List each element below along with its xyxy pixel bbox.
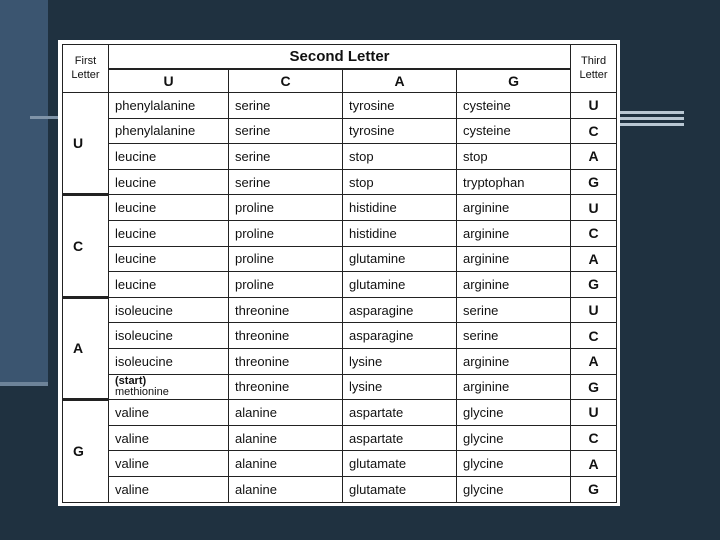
table-row <box>63 400 617 426</box>
table-row <box>63 451 617 477</box>
amino-acid-cell: glutamate <box>343 476 457 502</box>
amino-acid-cell: stop <box>343 169 457 195</box>
table-row <box>63 144 617 170</box>
third-base-cell: C <box>571 425 617 451</box>
amino-acid-cell: arginine <box>457 246 571 272</box>
amino-acid-cell: arginine <box>457 195 571 221</box>
amino-acid-cell: glycine <box>457 425 571 451</box>
amino-acid-cell: cysteine <box>457 118 571 144</box>
amino-acid-cell: tyrosine <box>343 118 457 144</box>
third-base-cell: A <box>571 144 617 170</box>
amino-acid-cell: lysine <box>343 348 457 374</box>
amino-acid-cell: histidine <box>343 220 457 246</box>
amino-acid-cell: leucine <box>109 195 229 221</box>
third-base-cell: C <box>571 220 617 246</box>
amino-acid-cell: asparagine <box>343 297 457 323</box>
left-accent-band <box>0 0 48 385</box>
second-letter-header: Second Letter <box>109 45 571 69</box>
table-row <box>63 195 617 221</box>
amino-acid-cell: histidine <box>343 195 457 221</box>
amino-acid-cell: asparagine <box>343 323 457 349</box>
second-base-header: G <box>457 69 571 93</box>
amino-acid-cell: isoleucine <box>109 348 229 374</box>
decorative-rule-right <box>612 117 684 120</box>
genetic-code-table <box>62 44 617 503</box>
amino-acid-cell: serine <box>457 297 571 323</box>
amino-acid-cell: glycine <box>457 451 571 477</box>
left-accent-rule <box>0 382 48 386</box>
table-row <box>63 323 617 349</box>
third-base-cell: A <box>571 348 617 374</box>
table-row <box>63 93 617 119</box>
amino-acid-cell: serine <box>229 118 343 144</box>
table-row <box>63 169 617 195</box>
amino-acid-cell: threonine <box>229 374 343 400</box>
amino-acid-cell <box>109 374 229 400</box>
amino-acid-cell: serine <box>457 323 571 349</box>
amino-acid-cell: tryptophan <box>457 169 571 195</box>
decorative-rule-right <box>612 111 684 114</box>
decorative-rule-right <box>612 123 684 126</box>
third-base-cell: A <box>571 246 617 272</box>
third-base-cell: U <box>571 297 617 323</box>
amino-acid-cell: alanine <box>229 476 343 502</box>
first-base-cell: G <box>63 400 109 502</box>
amino-acid-cell: proline <box>229 272 343 298</box>
table-row <box>63 118 617 144</box>
second-base-header: C <box>229 69 343 93</box>
amino-acid-cell: lysine <box>343 374 457 400</box>
amino-acid-cell: glycine <box>457 400 571 426</box>
amino-acid-cell: aspartate <box>343 400 457 426</box>
amino-acid-cell: serine <box>229 144 343 170</box>
amino-acid-cell: proline <box>229 220 343 246</box>
third-base-cell: A <box>571 451 617 477</box>
amino-acid-cell: leucine <box>109 246 229 272</box>
amino-acid-cell: arginine <box>457 374 571 400</box>
third-base-cell: G <box>571 272 617 298</box>
amino-acid-cell: proline <box>229 246 343 272</box>
amino-acid-cell: stop <box>457 144 571 170</box>
table-row <box>63 246 617 272</box>
amino-acid-cell: alanine <box>229 425 343 451</box>
amino-acid-cell: arginine <box>457 348 571 374</box>
amino-acid-cell: isoleucine <box>109 297 229 323</box>
third-base-cell: U <box>571 93 617 119</box>
amino-acid-cell: threonine <box>229 348 343 374</box>
third-letter-header: Third Letter <box>571 45 617 93</box>
amino-acid-cell: phenylalanine <box>109 93 229 119</box>
second-base-header: A <box>343 69 457 93</box>
amino-acid-cell: glutamine <box>343 272 457 298</box>
table-row <box>63 374 617 400</box>
third-base-cell: G <box>571 169 617 195</box>
amino-acid-cell: valine <box>109 425 229 451</box>
amino-acid-cell: serine <box>229 93 343 119</box>
first-letter-header: First Letter <box>63 45 109 93</box>
start-codon-label: (start) <box>115 374 147 387</box>
table-row <box>63 348 617 374</box>
third-base-cell: U <box>571 400 617 426</box>
third-base-cell: C <box>571 118 617 144</box>
amino-acid-name: methionine <box>115 385 169 398</box>
first-base-cell: A <box>63 297 109 399</box>
table-row <box>63 220 617 246</box>
amino-acid-cell: threonine <box>229 297 343 323</box>
amino-acid-cell: tyrosine <box>343 93 457 119</box>
first-base-cell: U <box>63 93 109 195</box>
amino-acid-cell: alanine <box>229 451 343 477</box>
amino-acid-cell: serine <box>229 169 343 195</box>
amino-acid-cell: phenylalanine <box>109 118 229 144</box>
third-base-cell: C <box>571 323 617 349</box>
amino-acid-cell: glutamine <box>343 246 457 272</box>
amino-acid-cell: cysteine <box>457 93 571 119</box>
table-row <box>63 272 617 298</box>
amino-acid-cell: arginine <box>457 272 571 298</box>
amino-acid-cell: leucine <box>109 220 229 246</box>
amino-acid-cell: arginine <box>457 220 571 246</box>
codon-table-sheet <box>58 40 620 506</box>
amino-acid-cell: valine <box>109 476 229 502</box>
table-row <box>63 425 617 451</box>
amino-acid-cell: leucine <box>109 169 229 195</box>
amino-acid-cell: alanine <box>229 400 343 426</box>
amino-acid-cell: threonine <box>229 323 343 349</box>
second-base-header: U <box>109 69 229 93</box>
amino-acid-cell: valine <box>109 451 229 477</box>
amino-acid-cell: glutamate <box>343 451 457 477</box>
first-base-cell: C <box>63 195 109 297</box>
third-base-cell: G <box>571 374 617 400</box>
amino-acid-cell: valine <box>109 400 229 426</box>
amino-acid-cell: proline <box>229 195 343 221</box>
amino-acid-cell: aspartate <box>343 425 457 451</box>
table-row <box>63 476 617 502</box>
amino-acid-cell: leucine <box>109 144 229 170</box>
amino-acid-cell: stop <box>343 144 457 170</box>
third-base-cell: G <box>571 476 617 502</box>
amino-acid-cell: leucine <box>109 272 229 298</box>
amino-acid-cell: glycine <box>457 476 571 502</box>
third-base-cell: U <box>571 195 617 221</box>
amino-acid-cell: isoleucine <box>109 323 229 349</box>
table-row <box>63 297 617 323</box>
